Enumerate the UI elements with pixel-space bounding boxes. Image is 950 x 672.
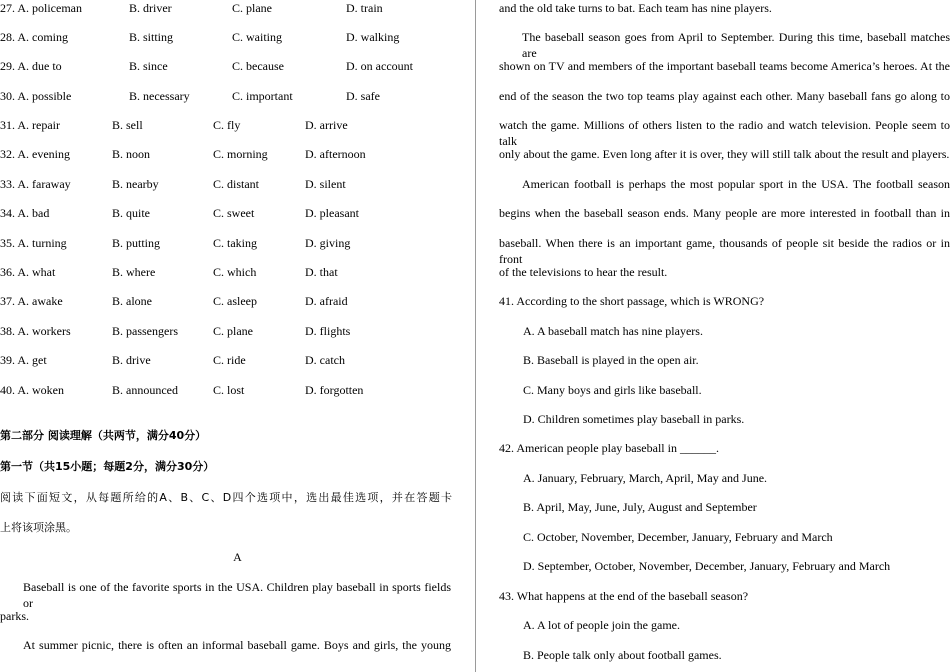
option-a: 40. A. woken	[0, 383, 64, 397]
question-option: A. A lot of people join the game.	[523, 618, 680, 632]
option-c: C. asleep	[213, 294, 257, 308]
option-a: 30. A. possible	[0, 89, 72, 103]
passage-line: American football is perhaps the most popular sport in the USA. The football season	[522, 177, 950, 191]
question-stem: 43. What happens at the end of the baseball season?	[499, 589, 749, 603]
section-title: 第一节（共15小题；每题2分，满分30分）	[0, 460, 215, 473]
question-option: C. October, November, December, January, February and March	[523, 530, 833, 544]
option-b: B. putting	[112, 236, 161, 250]
option-a: 39. A. get	[0, 353, 47, 367]
question-option: C. Many boys and girls like baseball.	[523, 383, 702, 397]
option-b: B. where	[112, 265, 156, 279]
passage-line: begins when the baseball season ends. Many people are more interested in football than in	[499, 206, 950, 220]
option-b: B. necessary	[129, 89, 190, 103]
option-a: 28. A. coming	[0, 30, 68, 44]
option-d: D. on account	[346, 59, 413, 73]
option-b: B. drive	[112, 353, 151, 367]
question-stem: 42. American people play baseball in ______.	[499, 441, 719, 455]
option-c: C. distant	[213, 177, 260, 191]
option-c: C. taking	[213, 236, 257, 250]
option-b: B. since	[129, 59, 168, 73]
option-c: C. lost	[213, 383, 245, 397]
option-a: 29. A. due to	[0, 59, 62, 73]
option-c: C. because	[232, 59, 284, 73]
passage-line: baseball. When there is an important game, thousands of people sit beside the radios or in front	[499, 236, 950, 266]
option-d: D. forgotten	[305, 383, 364, 397]
option-d: D. that	[305, 265, 338, 279]
option-b: B. sell	[112, 118, 143, 132]
question-option: B. April, May, June, July, August and September	[523, 500, 757, 514]
option-a: 35. A. turning	[0, 236, 67, 250]
passage-line: At summer picnic, there is often an informal baseball game. Boys and girls, the young	[23, 638, 451, 652]
option-c: C. ride	[213, 353, 246, 367]
column-divider	[475, 0, 476, 672]
instruction-line: 阅读下面短文，从每题所给的A、B、C、D四个选项中，选出最佳选项，并在答题卡	[0, 491, 452, 504]
option-c: C. plane	[213, 324, 253, 338]
option-c: C. morning	[213, 147, 268, 161]
question-option: D. Children sometimes play baseball in parks.	[523, 412, 745, 426]
passage-line: parks.	[0, 609, 29, 623]
option-d: D. flights	[305, 324, 351, 338]
option-d: D. arrive	[305, 118, 348, 132]
option-c: C. waiting	[232, 30, 282, 44]
option-a: 32. A. evening	[0, 147, 70, 161]
option-a: 27. A. policeman	[0, 1, 82, 15]
option-b: B. noon	[112, 147, 151, 161]
passage-line: end of the season the two top teams play against each other. Many baseball fans go along to	[499, 89, 950, 103]
passage-line: The baseball season goes from April to September. During this time, baseball matches are	[522, 30, 950, 60]
option-d: D. afternoon	[305, 147, 366, 161]
option-d: D. silent	[305, 177, 346, 191]
option-a: 37. A. awake	[0, 294, 63, 308]
passage-line: of the televisions to hear the result.	[499, 265, 668, 279]
option-a: 38. A. workers	[0, 324, 71, 338]
passage-line: shown on TV and members of the important baseball teams become America’s heroes. At the	[499, 59, 950, 73]
part-title: 第二部分 阅读理解（共两节，满分40分）	[0, 429, 207, 442]
option-c: C. fly	[213, 118, 241, 132]
question-option: A. January, February, March, April, May and June.	[523, 471, 768, 485]
option-d: D. train	[346, 1, 383, 15]
option-c: C. sweet	[213, 206, 255, 220]
question-option: B. People talk only about football games.	[523, 648, 722, 662]
option-d: D. afraid	[305, 294, 348, 308]
option-b: B. driver	[129, 1, 172, 15]
question-option: D. September, October, November, December, January, February and March	[523, 559, 891, 573]
option-a: 34. A. bad	[0, 206, 50, 220]
option-a: 31. A. repair	[0, 118, 60, 132]
option-d: D. pleasant	[305, 206, 359, 220]
option-a: 33. A. faraway	[0, 177, 71, 191]
instruction-line: 上将该项涂黑。	[0, 521, 77, 534]
passage-label: A	[233, 550, 242, 564]
question-option: A. A baseball match has nine players.	[523, 324, 703, 338]
option-c: C. important	[232, 89, 293, 103]
option-c: C. plane	[232, 1, 272, 15]
passage-line: Baseball is one of the favorite sports in the USA. Children play baseball in sports fields or	[23, 580, 451, 610]
option-d: D. giving	[305, 236, 351, 250]
option-b: B. passengers	[112, 324, 178, 338]
option-b: B. nearby	[112, 177, 159, 191]
passage-line: and the old take turns to bat. Each team has nine players.	[499, 1, 772, 15]
option-b: B. announced	[112, 383, 178, 397]
option-a: 36. A. what	[0, 265, 56, 279]
option-b: B. quite	[112, 206, 150, 220]
passage-line: only about the game. Even long after it is over, they will still talk about the result and players.	[499, 147, 950, 161]
question-option: B. Baseball is played in the open air.	[523, 353, 699, 367]
question-stem: 41. According to the short passage, which is WRONG?	[499, 294, 765, 308]
option-d: D. safe	[346, 89, 380, 103]
option-b: B. sitting	[129, 30, 174, 44]
option-b: B. alone	[112, 294, 152, 308]
passage-line: watch the game. Millions of others listen to the radio and watch television. People seem to talk	[499, 118, 950, 148]
option-d: D. catch	[305, 353, 345, 367]
option-d: D. walking	[346, 30, 400, 44]
option-c: C. which	[213, 265, 257, 279]
